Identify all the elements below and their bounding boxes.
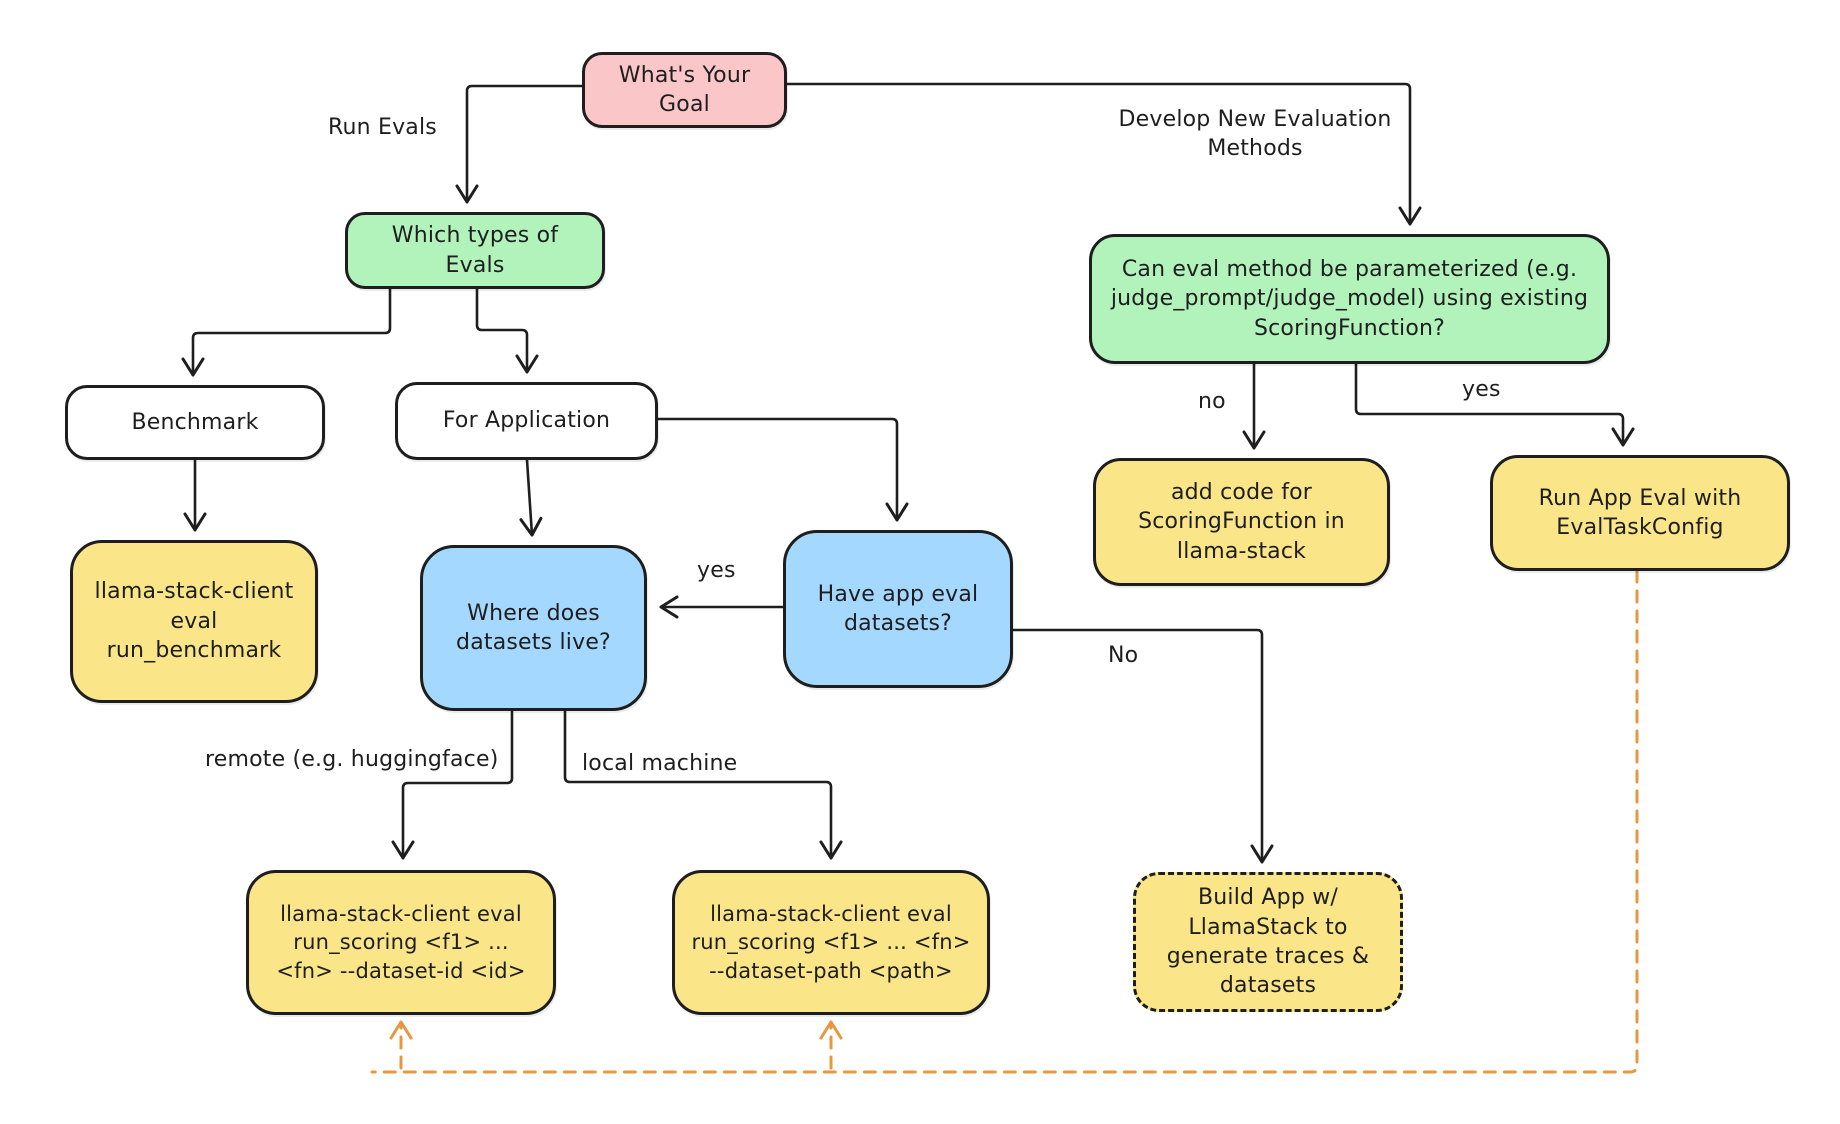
edge-label-no-middle: No	[1108, 643, 1139, 668]
node-have-app-eval-datasets: Have app eval datasets?	[783, 530, 1013, 688]
edge-label-yes-right: yes	[1462, 377, 1501, 402]
node-build-app-with-llamastack: Build App w/ LlamaStack to generate traces & datasets	[1133, 872, 1403, 1012]
node-benchmark: Benchmark	[65, 385, 325, 460]
node-can-eval-method-be-parameterized: Can eval method be parameterized (e.g. judge_prompt/judge_model) using existing ScoringFunction?	[1089, 234, 1610, 364]
edge-where-datasets-to-run-scoring-id-remote	[403, 711, 512, 858]
node-add-code-for-scoringfunction: add code for ScoringFunction in llama-stack	[1093, 458, 1390, 586]
node-for-application: For Application	[395, 382, 658, 460]
edge-goal-to-which-types	[467, 86, 582, 202]
edge-label-local-machine: local machine	[582, 751, 738, 776]
edge-where-datasets-to-run-scoring-path-local	[565, 711, 831, 858]
node-llama-stack-client-run-benchmark: llama-stack-client eval run_benchmark	[70, 540, 318, 703]
node-run-app-eval-with-evaltaskconfig: Run App Eval with EvalTaskConfig	[1490, 455, 1790, 571]
node-run-scoring-dataset-path: llama-stack-client eval run_scoring <f1> ... <fn> --dataset-path <path>	[672, 870, 990, 1015]
edge-which-types-to-for-application	[477, 289, 527, 372]
edge-for-application-to-have-datasets	[658, 419, 897, 520]
edge-for-application-to-where-datasets	[527, 460, 532, 535]
edge-label-run-evals: Run Evals	[328, 115, 437, 140]
node-which-types-of-evals: Which types of Evals	[345, 212, 605, 289]
edge-label-yes-middle: yes	[697, 558, 736, 583]
node-whats-your-goal: What's Your Goal	[582, 52, 787, 128]
edge-label-remote-huggingface: remote (e.g. huggingface)	[205, 747, 499, 772]
node-run-scoring-dataset-id: llama-stack-client eval run_scoring <f1> ... <fn> --dataset-id <id>	[246, 870, 556, 1015]
node-where-does-datasets-live: Where does datasets live?	[420, 545, 647, 711]
edge-label-develop-new-evaluation-methods: Develop New Evaluation Methods	[1118, 107, 1392, 161]
edge-which-types-to-benchmark	[193, 289, 390, 375]
edge-label-no: no	[1198, 389, 1226, 414]
